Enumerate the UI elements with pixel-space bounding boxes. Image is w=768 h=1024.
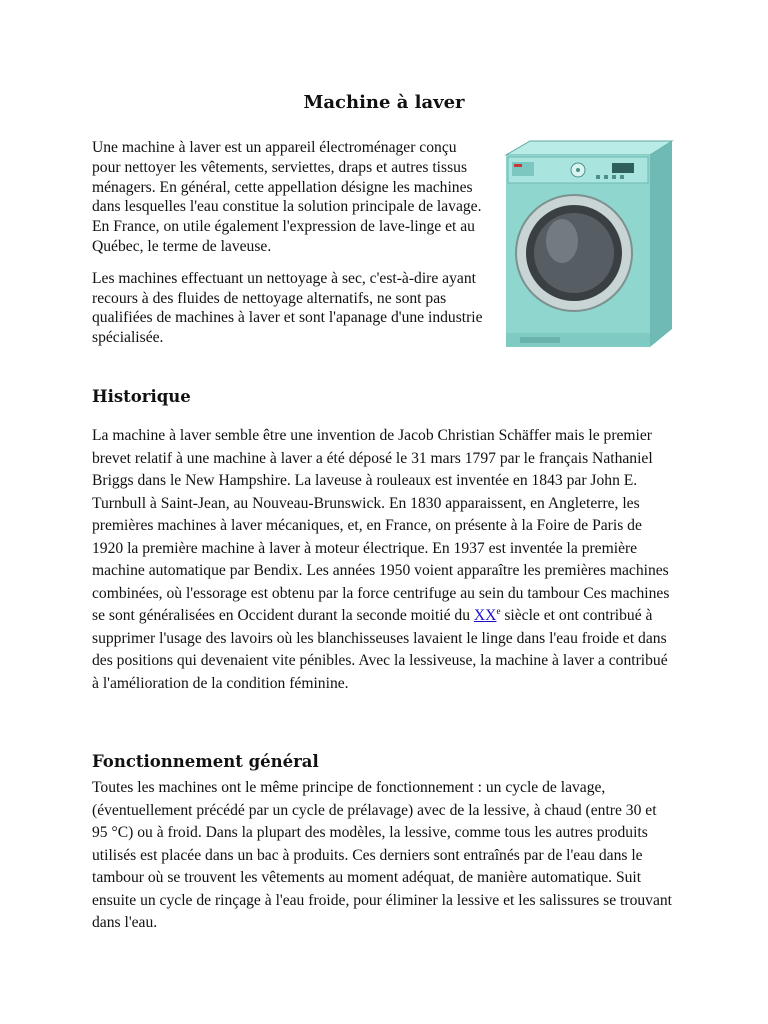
- intro-section: [92, 138, 487, 348]
- section-heading-historique: Historique: [92, 387, 191, 406]
- intro-paragraph-2: Les machines effectuant un nettoyage à sec, c'est-à-dire ayant recours à des fluides de nettoyage alternatifs, ne sont pas qualifiées de machines à laver et sont l'apanage d'une industrie spécialisée.: [92, 269, 483, 347]
- century-link[interactable]: XX: [473, 607, 497, 624]
- historique-text-part-2: siècle et ont contribué à supprimer l'usage des lavoirs où les blanchisseuses lavaient le linge dans l'eau froide et dans des positions qui devenaient vite pénibles. Avec la lessiveuse, la machine à laver a contribué à l'amélioration de la condition féminine.: [92, 607, 668, 692]
- washing-machine-image: [500, 137, 680, 359]
- page-title: Machine à laver: [303, 92, 465, 113]
- intro-paragraph-1: Une machine à laver est un appareil électroménager conçu pour nettoyer les vêtements, serviettes, draps et autres tissus ménagers. En général, cette appellation désigne les machines dans lesquelles l'eau constitue la solution principale de lavage. En France, on utile également l'expression de lave-linge et au Québec, le terme de laveuse.: [92, 139, 482, 255]
- century-superscript: e: [496, 605, 501, 616]
- historique-paragraph: [92, 425, 674, 695]
- historique-text-part-1: La machine à laver semble être une invention de Jacob Christian Schäffer mais le premier brevet relatif à une machine à laver a été déposé le 31 mars 1797 par le français Nathaniel Briggs dans le New Hampshire. La laveuse à rouleaux est inventée en 1843 par John E. Turnbull à Saint-Jean, au Nouveau-Brunswick. En 1830 apparaissent, en Angleterre, les premières machines à laver mécaniques, et, en France, on présente à la Foire de Paris de 1920 la première machine à laver à moteur électrique. En 1937 est inventée la première machine automatique par Bendix. Les années 1950 voient apparaître les premières machines combinées, où l'essorage est obtenu par la force centrifuge au sein du tambour Ces machines se sont généralisées en Occident durant la seconde moitié du: [92, 427, 670, 624]
- fonctionnement-paragraph: Toutes les machines ont le même principe de fonctionnement : un cycle de lavage, (éventuellement précédé par un cycle de prélavage) avec de la lessive, à chaud (entre 30 et 95 °C) ou à froid. Dans la plupart des modèles, la lessive, comme tous les autres produits utilisés est placée dans un bac à produits. Ces derniers sont entraînés par de l'eau dans le tambour où se trouvent les vêtements au moment adéquat, de manière automatique. Suit ensuite un cycle de rinçage à l'eau froide, pour éliminer la lessive et les salissures se trouvant dans l'eau.: [92, 779, 673, 931]
- washing-machine-photo-icon: [500, 137, 680, 359]
- section-heading-fonctionnement: Fonctionnement général: [92, 752, 319, 771]
